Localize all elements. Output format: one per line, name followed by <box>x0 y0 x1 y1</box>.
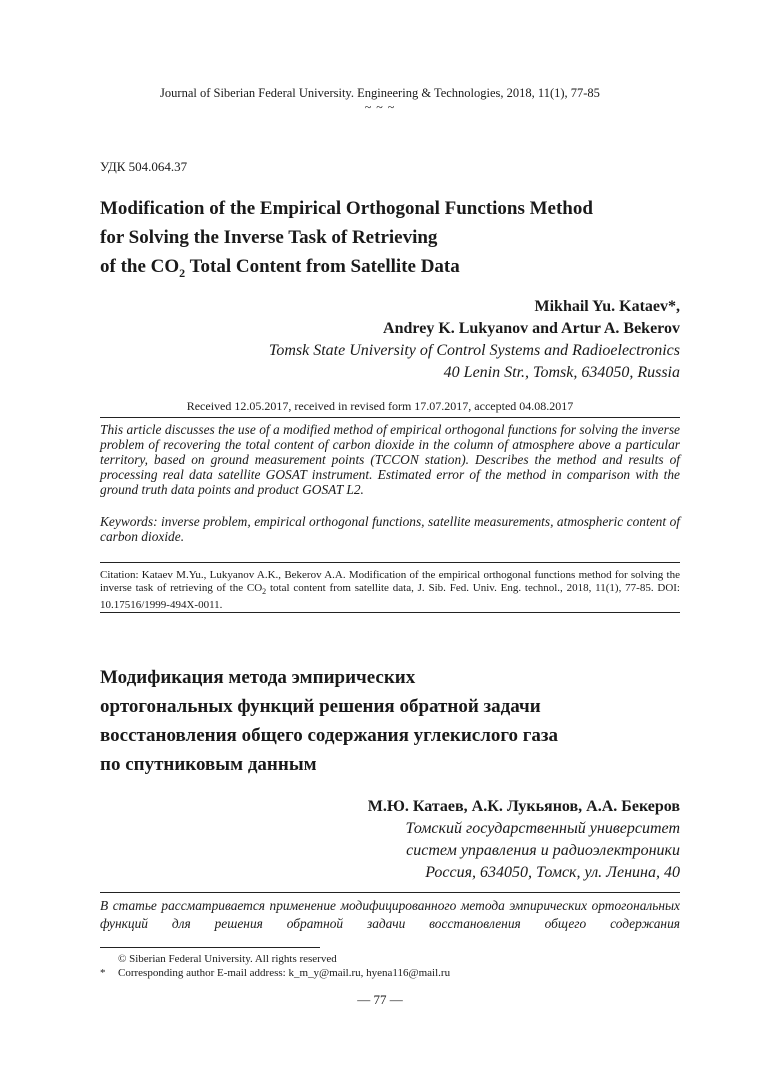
page-number: ― 77 ― <box>357 992 403 1007</box>
title-en-line-3-b: Total Content from Satellite Data <box>185 256 460 277</box>
footnote-star: * <box>100 966 106 979</box>
udk-code: УДК 504.064.37 <box>100 159 188 174</box>
title-ru-line-1: Модификация метода эмпирических <box>100 667 416 688</box>
corresponding-text: Corresponding author E-mail address: k_m_y@mail.ru, hyena116@mail.ru <box>118 966 451 979</box>
author-line-2: Andrey K. Lukyanov and Artur A. Bekerov <box>383 320 680 337</box>
abstract-en-text: This article discusses the use of a modified method of empirical orthogonal functions for solving the inverse problem of recovering the total content of carbon dioxide in the column of atmosphere above a particular territory, based on ground measurement points (TCCON station). Describes the method and results of processing real data satellite GOSAT instrument. Estimated error of the method in comparison with the ground truth data points and product GOSAT L2. <box>100 422 680 497</box>
abstract-english <box>100 422 680 497</box>
keywords-english: Keywords: inverse problem, empirical orthogonal functions, satellite measurements, atmospheric content of carbon dioxide. <box>100 514 680 544</box>
divider-citation-bottom <box>100 612 680 613</box>
title-en-line-3 <box>100 252 680 288</box>
affiliation-line-1: Tomsk State University of Control Systems and Radioelectronics <box>268 342 680 359</box>
title-russian <box>100 663 680 779</box>
affiliation-line-2: 40 Lenin Str., Tomsk, 634050, Russia <box>443 364 680 381</box>
footnotes <box>100 953 450 980</box>
author-names-ru: М.Ю. Катаев, А.К. Лукьянов, А.А. Бекеров <box>367 798 680 815</box>
citation-part-2: total content from satellite data, J. Sib. Fed. Univ. Eng. technol., 2018, 11(1), 77-85. DOI: 10.17516/1999-494X-0011. <box>100 582 680 611</box>
footnote-corresponding <box>100 967 450 981</box>
title-ru-line-4: по спутниковым данным <box>100 754 317 775</box>
received-dates: Received 12.05.2017, received in revised form 17.07.2017, accepted 04.08.2017 <box>186 399 574 413</box>
title-en-line-2: for Solving the Inverse Task of Retrieving <box>100 227 438 248</box>
divider-top <box>100 417 680 418</box>
divider-citation-top <box>100 562 680 563</box>
citation-subscript: 2 <box>262 587 267 597</box>
footnote-copyright <box>100 953 450 967</box>
citation-part-1: Citation: Kataev M.Yu., Lukyanov A.K., Bekerov A.A. Modification of the empirical orthogonal functions method for solving the inverse task of retrieving of the CO <box>100 569 680 595</box>
title-en-line-1: Modification of the Empirical Orthogonal Functions Method <box>100 198 593 219</box>
affiliation-ru-line-1: Томский государственный университет <box>405 820 680 837</box>
title-english <box>100 194 680 288</box>
header-ornament: ~ ~ ~ <box>364 100 396 114</box>
divider-abstract-ru <box>100 892 680 893</box>
footnote-rule <box>100 947 320 948</box>
citation-block <box>100 569 680 612</box>
journal-header: Journal of Siberian Federal University. Engineering & Technologies, 2018, 11(1), 77-85 <box>160 86 600 100</box>
affiliation-ru-line-2: систем управления и радиоэлектроники <box>406 842 680 859</box>
affiliation-ru-line-3: Россия, 634050, Томск, ул. Ленина, 40 <box>425 864 680 881</box>
authors-russian <box>368 796 680 884</box>
authors-english <box>269 296 680 384</box>
title-en-line-3-a: of the CO <box>100 256 180 277</box>
author-line-1: Mikhail Yu. Kataev*, <box>534 298 680 315</box>
abstract-russian: В статье рассматривается применение модифицированного метода эмпирических ортогональных функций для решения обратной задачи восстановления общего содержания <box>100 898 680 931</box>
title-ru-line-3: восстановления общего содержания углекислого газа <box>100 725 559 746</box>
title-en-subscript: 2 <box>179 265 186 280</box>
copyright-text: © Siberian Federal University. All rights reserved <box>118 953 337 965</box>
title-ru-line-2: ортогональных функций решения обратной задачи <box>100 696 541 717</box>
